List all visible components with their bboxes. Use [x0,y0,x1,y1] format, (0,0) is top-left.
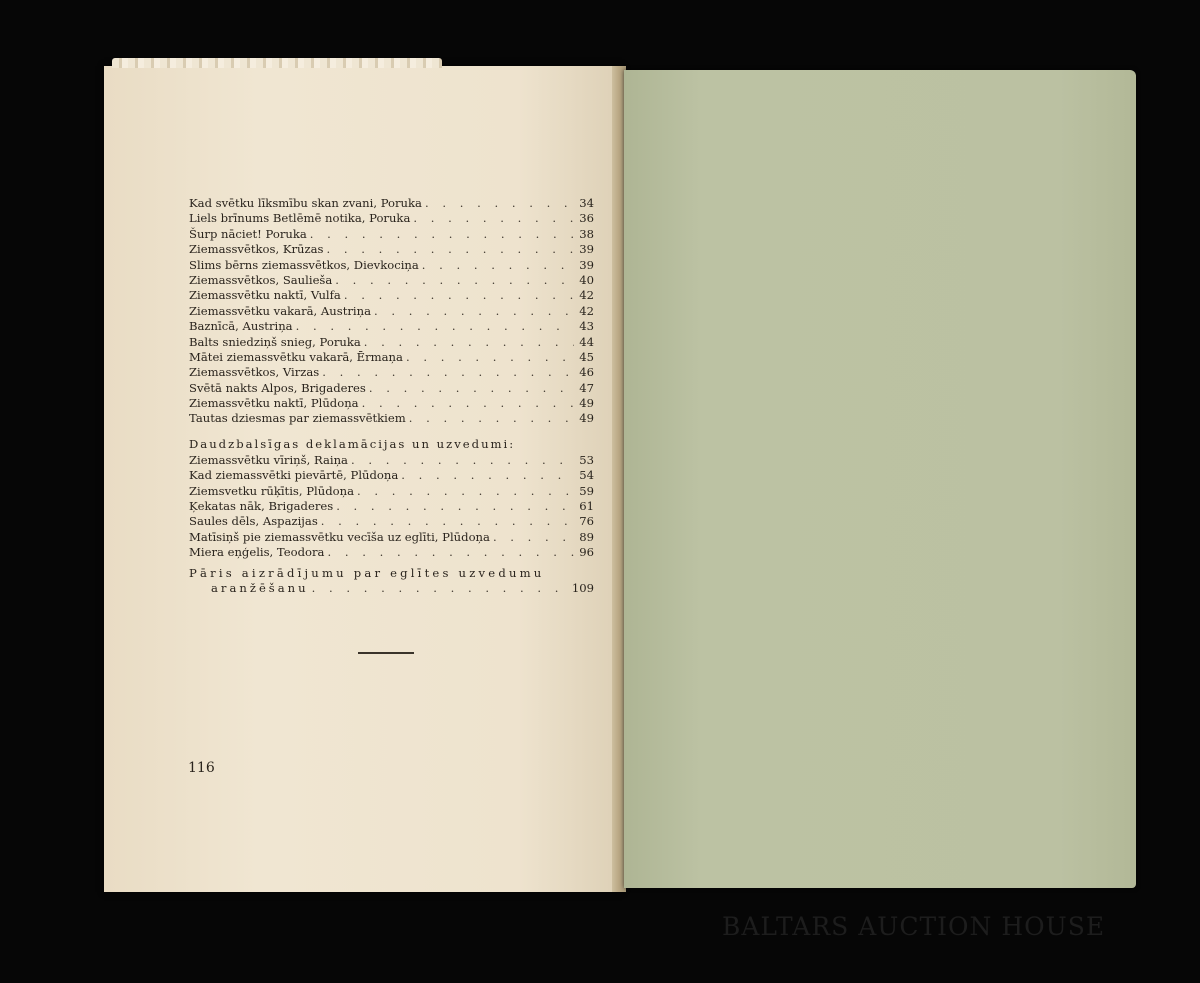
toc-entry [189,335,594,350]
toc-entry [189,258,594,273]
toc-entry-title: Baznīcā, Austriņa [189,319,293,334]
toc-entry-title: Liels brīnums Betlēmē notika, Poruka [189,211,411,226]
toc-entry [189,411,594,426]
toc-entry [189,350,594,365]
dot-leader [403,350,574,365]
closing-note-line2 [189,581,594,596]
toc-entry [189,468,594,483]
toc-entry-page: 61 [579,499,594,514]
dot-leader [324,545,574,560]
dot-leader [293,319,574,334]
divider-rule [358,652,414,654]
dot-leader [422,196,574,211]
toc-entry-title: Ziemassvētku vīriņš, Raiņa [189,452,348,467]
toc-entry [189,304,594,319]
toc-entry-title: Ziemassvētku vakarā, Austriņa [189,303,371,318]
toc-entry-page: 47 [579,380,594,395]
dot-leader [333,499,574,514]
dot-leader [371,304,574,319]
toc-entry-title: Svētā nakts Alpos, Brigaderes [189,380,366,395]
toc-entry [189,453,594,468]
toc-entry-page: 43 [579,319,594,334]
toc-entry [189,396,594,411]
toc-entry-page: 49 [579,411,594,426]
toc-entry [189,196,594,211]
toc-entry [189,545,594,560]
dot-leader [341,288,574,303]
toc-entry-page: 46 [579,365,594,380]
dot-leader [359,396,574,411]
toc-entry-page: 59 [579,483,594,498]
toc-entry-page: 39 [579,257,594,272]
toc-entry-title: Slims bērns ziemassvētkos, Dievkociņa [189,257,419,272]
toc-entry [189,242,594,257]
toc-entry-page: 42 [579,303,594,318]
dot-leader [366,381,574,396]
toc-entry-title: Kad svētku līksmību skan zvani, Poruka [189,196,422,210]
toc-entry-title: Miera eņģelis, Teodora [189,545,325,560]
toc-entry-title: Ziemassvētkos, Sauliešа [189,272,333,287]
toc-entry [189,381,594,396]
toc-entry [189,319,594,334]
toc-entry [189,288,594,303]
toc-entry-page: 54 [579,468,594,483]
toc-entry [189,514,594,529]
watermark: BALTARS AUCTION HOUSE [722,912,1106,941]
toc-entry-page: 38 [579,226,594,241]
toc-entry-page: 96 [579,545,594,560]
toc-entry-page: 34 [579,196,594,210]
toc-entry-title: Ziemassvētkos, Virzas [189,365,320,380]
dot-leader [348,453,574,468]
toc-entry-title: Ziemassvētku naktī, Plūdoņa [189,396,359,411]
page-number: 116 [188,760,215,776]
closing-note-page: 109 [571,580,594,595]
toc-entry-title: Ķekatas nāk, Brigaderes [189,499,334,514]
toc-entry-page: 49 [579,396,594,411]
toc-entry-page: 76 [579,514,594,529]
toc-entry-title: Balts sniedziņš snieg, Poruka [189,334,361,349]
dot-leader [354,484,574,499]
dot-leader [490,530,574,545]
dot-leader [419,258,574,273]
torn-top-edge [112,58,442,68]
dot-leader [406,411,574,426]
toc-entry-page: 39 [579,242,594,257]
toc-entry [189,530,594,545]
closing-note-title: aranžēšanu [211,580,309,595]
dot-leader [361,335,574,350]
toc-entry [189,365,594,380]
toc-entry [189,484,594,499]
toc-entry-title: Kad ziemassvētki pievārtē, Plūdoņa [189,468,399,483]
toc-entry-page: 40 [579,272,594,287]
toc-entries [189,196,594,427]
toc-entry-title: Šurp nāciet! Poruka [189,226,307,241]
dot-leader [398,468,574,483]
dot-leader [332,273,574,288]
toc-entry-page: 36 [579,211,594,226]
dot-leader [307,227,574,242]
toc-entry-title: Mātei ziemassvētku vakarā, Ērmaņa [189,349,403,364]
toc-entry-title: Ziemsvetku rūķītis, Plūdoņa [189,483,355,498]
right-page-cover [624,70,1136,888]
dot-leader [323,242,574,257]
toc-section-entries [189,453,594,561]
left-page [104,66,622,892]
toc-entry [189,227,594,242]
toc-entry-page: 44 [579,334,594,349]
toc-entry [189,211,594,226]
dot-leader [319,365,574,380]
section-heading: Daudzbalsīgas deklamācijas un uzvedumi: [189,436,516,451]
toc-entry-title: Ziemassvētkos, Krūzas [189,242,324,257]
toc-entry-page: 53 [579,452,594,467]
toc-entry-title: Saules dēls, Aspazijas [189,514,318,529]
dot-leader [309,581,572,596]
toc-entry-title: Matīsiņš pie ziemassvētku vecīša uz eglīti, Plūdoņa [189,529,490,544]
toc-entry-page: 45 [579,349,594,364]
toc-entry-title: Tautas dziesmas par ziemassvētkiem [189,411,406,426]
toc-entry-title: Ziemassvētku naktī, Vulfa [189,288,341,303]
toc-entry [189,273,594,288]
dot-leader [318,514,574,529]
closing-note-line1: Pāris aizrādījumu par eglītes uzvedumu [189,565,545,580]
dot-leader [410,211,574,226]
toc-entry [189,499,594,514]
toc-entry-page: 42 [579,288,594,303]
toc-entry-page: 89 [579,529,594,544]
table-of-contents [189,196,594,596]
